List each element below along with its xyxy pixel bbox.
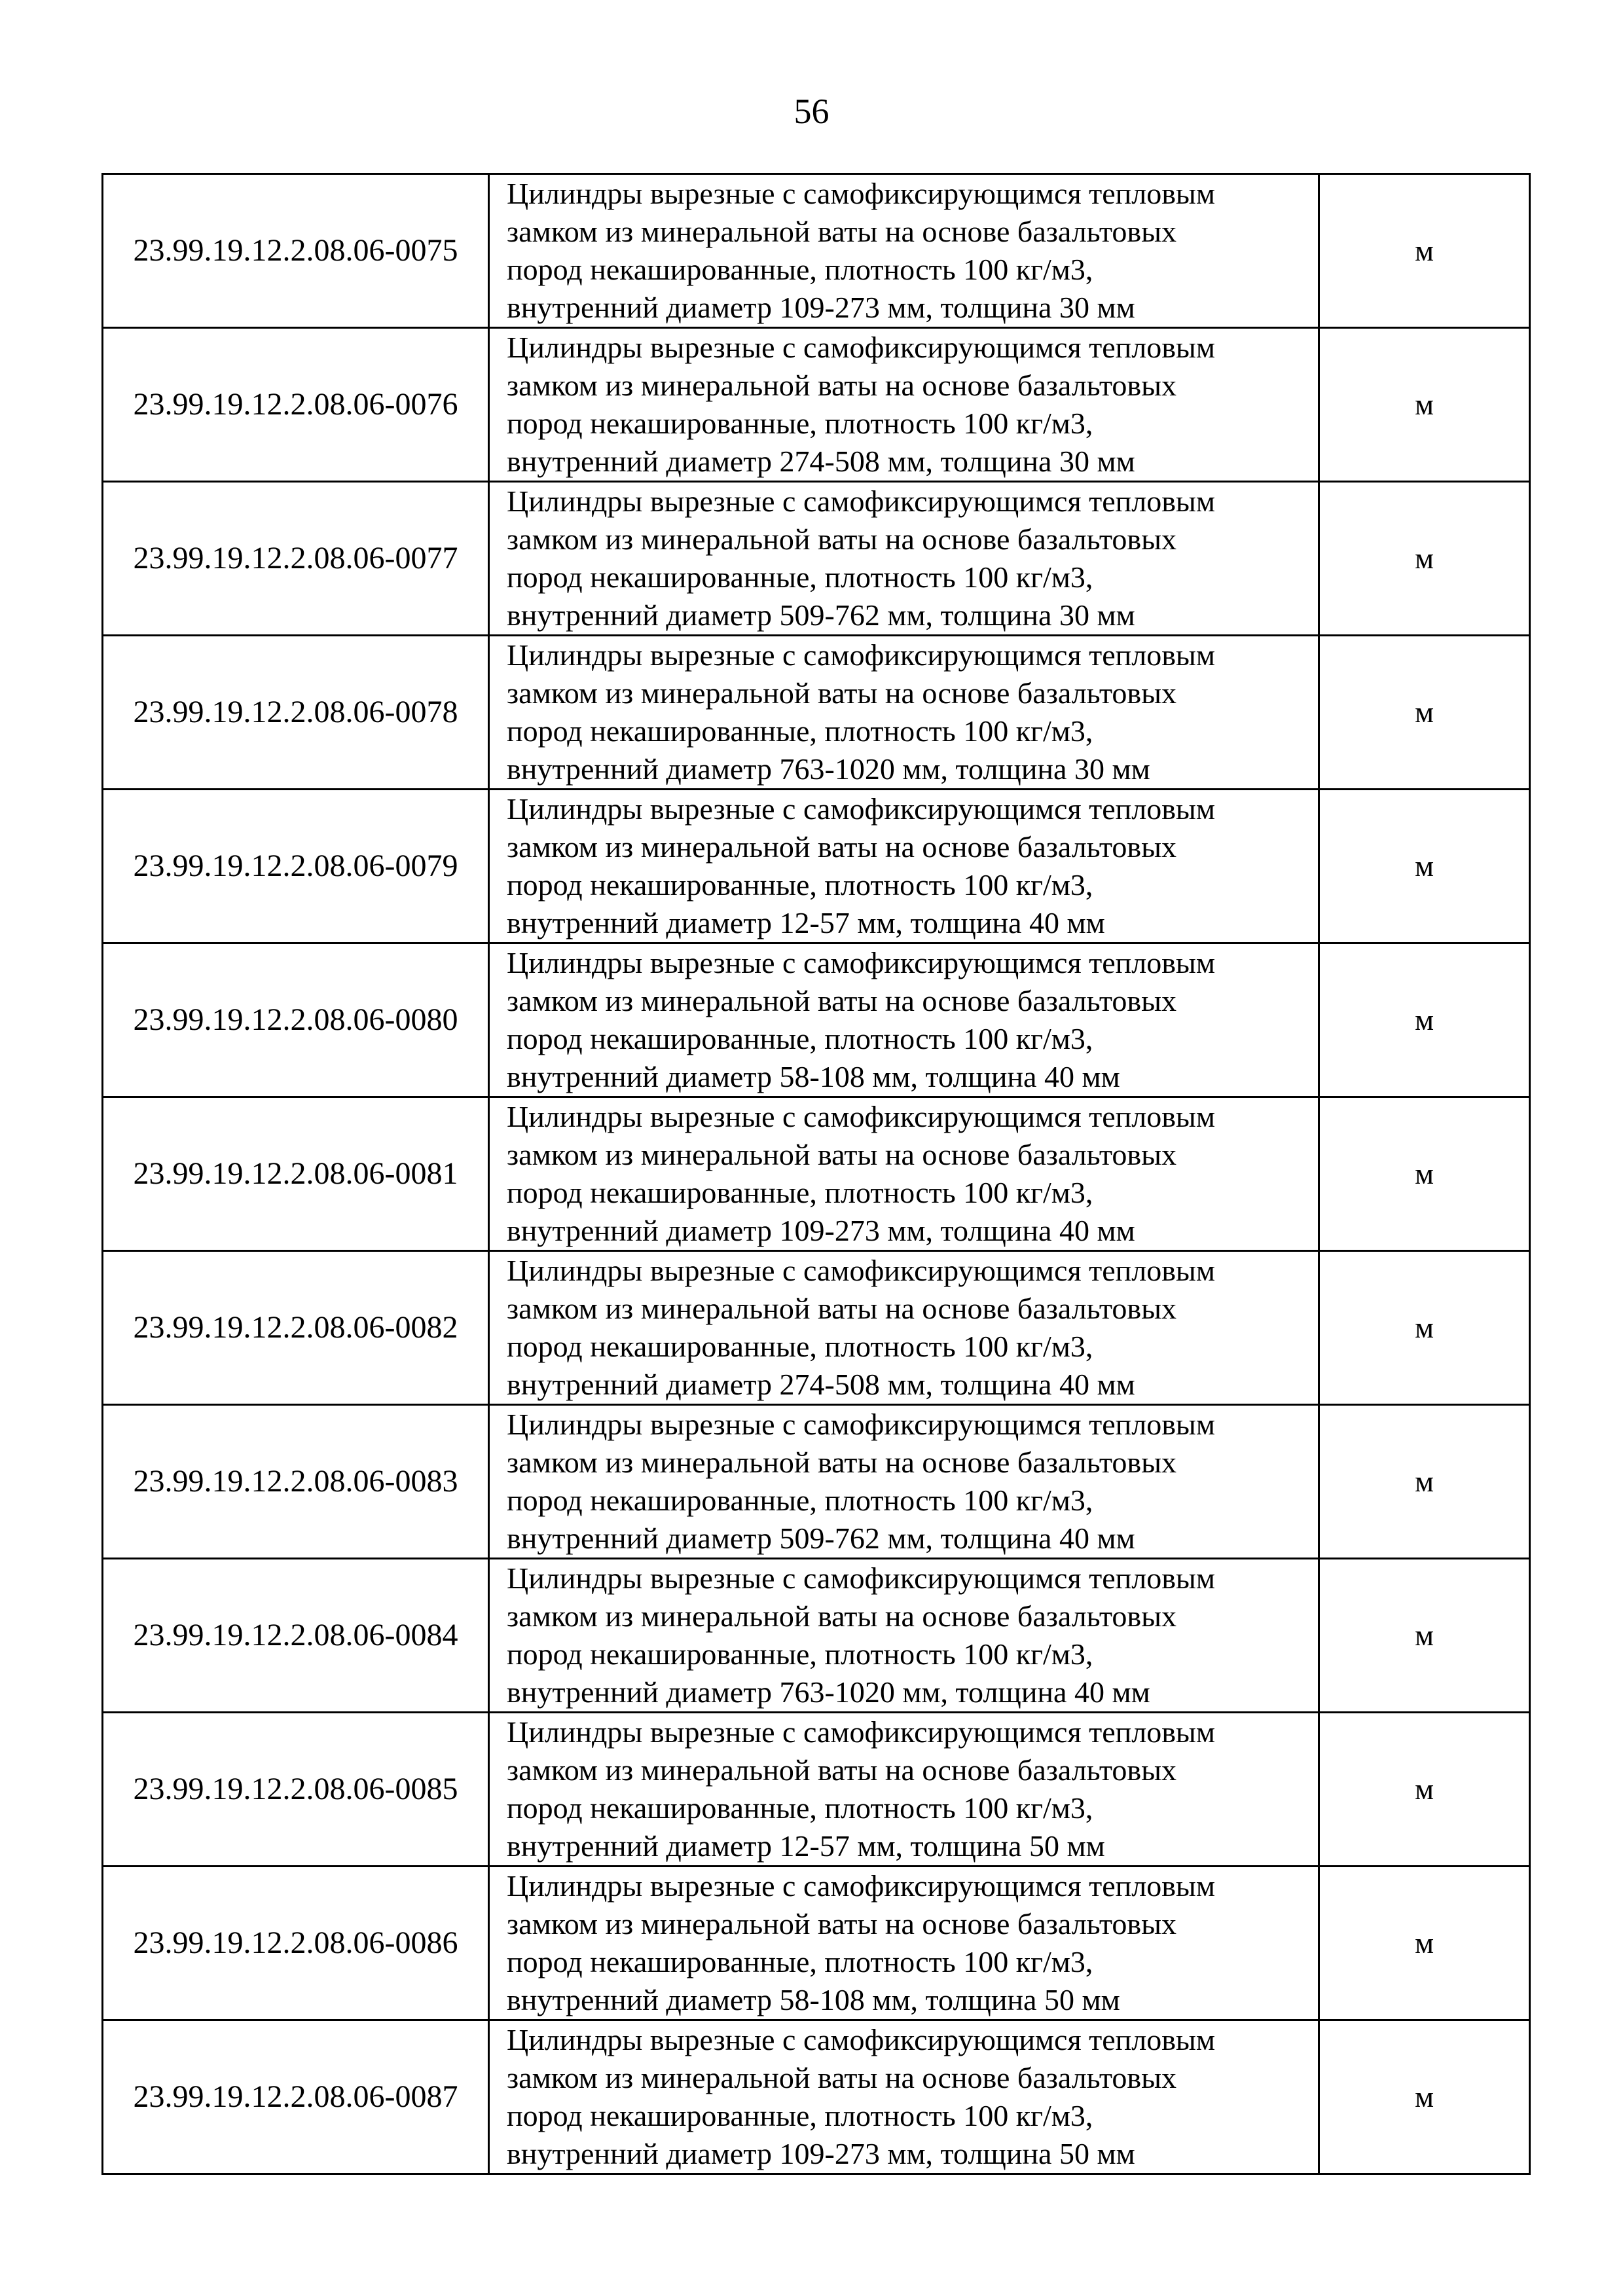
unit-cell: м <box>1319 636 1530 790</box>
description-line: пород некашированные, плотность 100 кг/м3, <box>507 1176 1093 1209</box>
description-line: замком из минеральной ваты на основе базальтовых <box>507 215 1177 248</box>
resource-description-cell <box>489 2020 1319 2174</box>
resource-description-cell <box>489 1097 1319 1251</box>
resource-code-cell: 23.99.19.12.2.08.06-0085 <box>103 1713 489 1867</box>
table-row <box>103 1713 1530 1867</box>
table-row <box>103 174 1530 328</box>
description-line: Цилиндры вырезные с самофиксирующимся тепловым <box>507 1408 1215 1441</box>
unit-cell: м <box>1319 1867 1530 2020</box>
resource-description-cell <box>489 482 1319 636</box>
description-line: Цилиндры вырезные с самофиксирующимся тепловым <box>507 331 1215 364</box>
description-line: замком из минеральной ваты на основе базальтовых <box>507 1446 1177 1479</box>
resource-code-cell: 23.99.19.12.2.08.06-0086 <box>103 1867 489 2020</box>
table-row <box>103 636 1530 790</box>
resource-description-cell <box>489 328 1319 482</box>
resource-table <box>101 173 1531 2175</box>
description-line: внутренний диаметр 509-762 мм, толщина 40 мм <box>507 1522 1135 1555</box>
resource-code-cell: 23.99.19.12.2.08.06-0075 <box>103 174 489 328</box>
resource-description-cell <box>489 1251 1319 1405</box>
description-line: пород некашированные, плотность 100 кг/м3, <box>507 868 1093 902</box>
description-line: замком из минеральной ваты на основе базальтовых <box>507 984 1177 1017</box>
description-line: пород некашированные, плотность 100 кг/м3, <box>507 714 1093 748</box>
unit-cell: м <box>1319 1405 1530 1559</box>
description-line: Цилиндры вырезные с самофиксирующимся тепловым <box>507 1869 1215 1903</box>
table-row <box>103 1867 1530 2020</box>
description-line: внутренний диаметр 109-273 мм, толщина 30 мм <box>507 291 1135 324</box>
description-line: внутренний диаметр 274-508 мм, толщина 40 мм <box>507 1368 1135 1401</box>
resource-description-cell <box>489 790 1319 943</box>
table-row <box>103 328 1530 482</box>
description-line: Цилиндры вырезные с самофиксирующимся тепловым <box>507 177 1215 210</box>
description-line: Цилиндры вырезные с самофиксирующимся тепловым <box>507 946 1215 979</box>
resource-code-cell: 23.99.19.12.2.08.06-0079 <box>103 790 489 943</box>
resource-code-cell: 23.99.19.12.2.08.06-0083 <box>103 1405 489 1559</box>
description-line: замком из минеральной ваты на основе базальтовых <box>507 676 1177 710</box>
description-line: внутренний диаметр 509-762 мм, толщина 30 мм <box>507 598 1135 632</box>
unit-cell: м <box>1319 943 1530 1097</box>
table-row <box>103 943 1530 1097</box>
description-line: внутренний диаметр 58-108 мм, толщина 50 мм <box>507 1983 1120 2016</box>
page-number: 56 <box>793 92 830 131</box>
description-line: замком из минеральной ваты на основе базальтовых <box>507 1599 1177 1633</box>
description-line: замком из минеральной ваты на основе базальтовых <box>507 522 1177 556</box>
description-line: внутренний диаметр 763-1020 мм, толщина 40 мм <box>507 1675 1150 1709</box>
resource-code-cell: 23.99.19.12.2.08.06-0077 <box>103 482 489 636</box>
description-line: Цилиндры вырезные с самофиксирующимся тепловым <box>507 1715 1215 1749</box>
resource-description-cell <box>489 1867 1319 2020</box>
description-line: пород некашированные, плотность 100 кг/м3, <box>507 253 1093 286</box>
resource-code-cell: 23.99.19.12.2.08.06-0078 <box>103 636 489 790</box>
table-row <box>103 1097 1530 1251</box>
unit-cell: м <box>1319 1713 1530 1867</box>
resource-description-cell <box>489 1559 1319 1713</box>
table-row <box>103 1251 1530 1405</box>
resource-code-cell: 23.99.19.12.2.08.06-0087 <box>103 2020 489 2174</box>
unit-cell: м <box>1319 328 1530 482</box>
resource-description-cell <box>489 636 1319 790</box>
unit-cell: м <box>1319 1251 1530 1405</box>
table-row <box>103 1405 1530 1559</box>
resource-code-cell: 23.99.19.12.2.08.06-0081 <box>103 1097 489 1251</box>
table-row <box>103 2020 1530 2174</box>
table-row <box>103 790 1530 943</box>
description-line: Цилиндры вырезные с самофиксирующимся тепловым <box>507 638 1215 672</box>
description-line: внутренний диаметр 109-273 мм, толщина 40 мм <box>507 1214 1135 1247</box>
description-line: пород некашированные, плотность 100 кг/м3, <box>507 1791 1093 1825</box>
description-line: внутренний диаметр 274-508 мм, толщина 30 мм <box>507 445 1135 478</box>
description-line: пород некашированные, плотность 100 кг/м3, <box>507 1022 1093 1055</box>
table-row <box>103 482 1530 636</box>
resource-description-cell <box>489 174 1319 328</box>
resource-code-cell: 23.99.19.12.2.08.06-0080 <box>103 943 489 1097</box>
description-line: Цилиндры вырезные с самофиксирующимся тепловым <box>507 1254 1215 1287</box>
description-line: пород некашированные, плотность 100 кг/м3, <box>507 1484 1093 1517</box>
description-line: пород некашированные, плотность 100 кг/м3, <box>507 1945 1093 1978</box>
description-line: пород некашированные, плотность 100 кг/м3, <box>507 2099 1093 2132</box>
description-line: внутренний диаметр 12-57 мм, толщина 40 мм <box>507 906 1105 939</box>
resource-code-cell: 23.99.19.12.2.08.06-0084 <box>103 1559 489 1713</box>
description-line: Цилиндры вырезные с самофиксирующимся тепловым <box>507 1561 1215 1595</box>
description-line: замком из минеральной ваты на основе базальтовых <box>507 1753 1177 1787</box>
description-line: пород некашированные, плотность 100 кг/м3, <box>507 560 1093 594</box>
resource-code-cell: 23.99.19.12.2.08.06-0076 <box>103 328 489 482</box>
unit-cell: м <box>1319 1097 1530 1251</box>
description-line: Цилиндры вырезные с самофиксирующимся тепловым <box>507 484 1215 518</box>
description-line: внутренний диаметр 12-57 мм, толщина 50 мм <box>507 1829 1105 1863</box>
description-line: внутренний диаметр 58-108 мм, толщина 40 мм <box>507 1060 1120 1093</box>
description-line: замком из минеральной ваты на основе базальтовых <box>507 830 1177 864</box>
description-line: внутренний диаметр 109-273 мм, толщина 50 мм <box>507 2137 1135 2170</box>
description-line: пород некашированные, плотность 100 кг/м3, <box>507 1637 1093 1671</box>
resource-table-body <box>103 174 1530 2174</box>
description-line: замком из минеральной ваты на основе базальтовых <box>507 2061 1177 2094</box>
description-line: замком из минеральной ваты на основе базальтовых <box>507 369 1177 402</box>
description-line: внутренний диаметр 763-1020 мм, толщина 30 мм <box>507 752 1150 786</box>
description-line: замком из минеральной ваты на основе базальтовых <box>507 1907 1177 1941</box>
resource-description-cell <box>489 1405 1319 1559</box>
description-line: Цилиндры вырезные с самофиксирующимся тепловым <box>507 1100 1215 1133</box>
resource-description-cell <box>489 1713 1319 1867</box>
unit-cell: м <box>1319 790 1530 943</box>
description-line: Цилиндры вырезные с самофиксирующимся тепловым <box>507 792 1215 826</box>
unit-cell: м <box>1319 174 1530 328</box>
description-line: пород некашированные, плотность 100 кг/м3, <box>507 1330 1093 1363</box>
description-line: Цилиндры вырезные с самофиксирующимся тепловым <box>507 2023 1215 2056</box>
description-line: пород некашированные, плотность 100 кг/м3, <box>507 407 1093 440</box>
unit-cell: м <box>1319 482 1530 636</box>
resource-description-cell <box>489 943 1319 1097</box>
description-line: замком из минеральной ваты на основе базальтовых <box>507 1138 1177 1171</box>
unit-cell: м <box>1319 1559 1530 1713</box>
table-row <box>103 1559 1530 1713</box>
unit-cell: м <box>1319 2020 1530 2174</box>
description-line: замком из минеральной ваты на основе базальтовых <box>507 1292 1177 1325</box>
resource-code-cell: 23.99.19.12.2.08.06-0082 <box>103 1251 489 1405</box>
